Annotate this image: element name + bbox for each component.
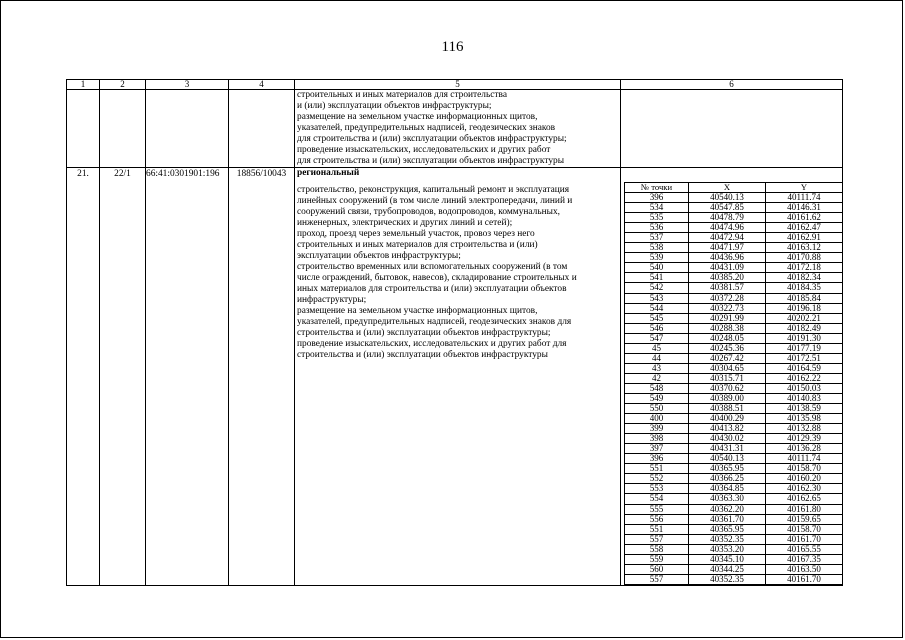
x-coordinate: 40366.25 [689, 474, 766, 484]
text-line: строительство, реконструкция, капитальный ремонт и эксплуатация [297, 185, 570, 195]
y-coordinate: 40196.18 [766, 303, 843, 313]
coordinate-row [625, 494, 843, 504]
y-coordinate: 40129.39 [766, 434, 843, 444]
x-coordinate: 40388.51 [689, 404, 766, 414]
x-coordinate: 40291.99 [689, 313, 766, 323]
point-number: 544 [625, 303, 689, 313]
x-coordinate: 40288.38 [689, 323, 766, 333]
empty-cell [229, 90, 295, 168]
point-number: 551 [625, 464, 689, 474]
x-coordinate: 40474.96 [689, 223, 766, 233]
point-number: 540 [625, 263, 689, 273]
coordinates-header-row [625, 183, 843, 193]
empty-cell [146, 90, 229, 168]
register-table [66, 79, 843, 586]
y-coordinate: 40162.47 [766, 223, 843, 233]
continuation-text [295, 90, 621, 168]
text-line: указателей, предупредительных надписей, геодезических знаков для [297, 317, 572, 327]
coordinate-row [625, 273, 843, 283]
coordinate-row [625, 203, 843, 213]
coordinate-row [625, 343, 843, 353]
text-line: инфраструктуры; [297, 295, 367, 305]
coordinate-row [625, 504, 843, 514]
point-number: 558 [625, 544, 689, 554]
text-line: линейных сооружений (в том числе линий электропередачи, линий и [297, 196, 573, 206]
text-line: проход, проезд через земельный участок, провоз через него [297, 229, 535, 239]
y-coordinate: 40160.20 [766, 474, 843, 484]
text-line: для строительства и (или) эксплуатации объектов инфраструктуры; [297, 134, 567, 144]
x-coordinate: 40365.95 [689, 524, 766, 534]
record-description [295, 168, 621, 586]
point-number: 559 [625, 554, 689, 564]
coordinate-row [625, 323, 843, 333]
coordinate-row [625, 574, 843, 584]
area-value: 18856/10043 [229, 168, 295, 586]
column-header: 2 [100, 80, 146, 90]
coordinates-cell [621, 168, 843, 586]
x-coordinate: 40385.20 [689, 273, 766, 283]
point-number: 397 [625, 444, 689, 454]
x-coordinate: 40400.29 [689, 414, 766, 424]
coordinate-row [625, 404, 843, 414]
x-header: X [689, 183, 766, 193]
y-coordinate: 40162.91 [766, 233, 843, 243]
coordinates-body [625, 193, 843, 585]
point-number: 399 [625, 424, 689, 434]
y-coordinate: 40184.35 [766, 283, 843, 293]
coordinate-row [625, 444, 843, 454]
x-coordinate: 40547.85 [689, 203, 766, 213]
coordinate-row [625, 434, 843, 444]
point-number: 541 [625, 273, 689, 283]
x-coordinate: 40413.82 [689, 424, 766, 434]
x-coordinate: 40431.31 [689, 444, 766, 454]
y-coordinate: 40163.12 [766, 243, 843, 253]
y-coordinate: 40182.34 [766, 273, 843, 283]
x-coordinate: 40361.70 [689, 514, 766, 524]
point-number: 396 [625, 454, 689, 464]
y-coordinate: 40158.70 [766, 464, 843, 474]
text-line: проведение изыскательских, исследовательских и других работ [297, 145, 551, 155]
cadastral-number: 66:41:0301901:196 [146, 168, 229, 586]
y-coordinate: 40162.22 [766, 373, 843, 383]
y-coordinate: 40146.31 [766, 203, 843, 213]
point-number: 536 [625, 223, 689, 233]
text-line: строительных и иных материалов для строительства [297, 90, 507, 100]
point-number: 552 [625, 474, 689, 484]
y-header: Y [766, 183, 843, 193]
empty-cell [67, 90, 100, 168]
point-number-header: № точки [625, 183, 689, 193]
coordinate-row [625, 213, 843, 223]
y-coordinate: 40162.65 [766, 494, 843, 504]
point-number: 557 [625, 574, 689, 584]
point-number: 555 [625, 504, 689, 514]
coordinate-row [625, 373, 843, 383]
coordinate-row [625, 233, 843, 243]
coordinate-row [625, 544, 843, 554]
y-coordinate: 40161.70 [766, 574, 843, 584]
column-header: 5 [295, 80, 621, 90]
column-header: 1 [67, 80, 100, 90]
x-coordinate: 40370.62 [689, 383, 766, 393]
column-header-row [67, 80, 843, 90]
text-line: сооружений связи, трубопроводов, водопроводов, коммунальных, [297, 207, 560, 217]
x-coordinate: 40471.97 [689, 243, 766, 253]
coordinate-row [625, 464, 843, 474]
text-line: инженерных, электрических и других линий и сетей); [297, 218, 513, 228]
y-coordinate: 40161.70 [766, 534, 843, 544]
point-number: 535 [625, 213, 689, 223]
y-coordinate: 40138.59 [766, 404, 843, 414]
continuation-row [67, 90, 843, 168]
y-coordinate: 40202.21 [766, 313, 843, 323]
y-coordinate: 40161.62 [766, 213, 843, 223]
x-coordinate: 40381.57 [689, 283, 766, 293]
x-coordinate: 40540.13 [689, 193, 766, 203]
y-coordinate: 40163.50 [766, 564, 843, 574]
y-coordinate: 40172.18 [766, 263, 843, 273]
record-item: 22/1 [100, 168, 146, 586]
x-coordinate: 40315.71 [689, 373, 766, 383]
y-coordinate: 40172.51 [766, 353, 843, 363]
x-coordinate: 40363.30 [689, 494, 766, 504]
point-number: 539 [625, 253, 689, 263]
column-header: 4 [229, 80, 295, 90]
point-number: 537 [625, 233, 689, 243]
coordinate-row [625, 454, 843, 464]
point-number: 548 [625, 383, 689, 393]
text-line: эксплуатации объектов инфраструктуры; [297, 251, 461, 261]
category-label: региональный [297, 168, 360, 178]
x-coordinate: 40353.20 [689, 544, 766, 554]
coordinate-row [625, 283, 843, 293]
text-line: строительства и (или) эксплуатации объектов инфраструктуры; [297, 328, 551, 338]
coordinate-row [625, 554, 843, 564]
coordinate-row [625, 414, 843, 424]
point-number: 550 [625, 404, 689, 414]
x-coordinate: 40352.35 [689, 534, 766, 544]
x-coordinate: 40245.36 [689, 343, 766, 353]
x-coordinate: 40364.85 [689, 484, 766, 494]
x-coordinate: 40352.35 [689, 574, 766, 584]
x-coordinate: 40436.96 [689, 253, 766, 263]
y-coordinate: 40111.74 [766, 454, 843, 464]
coordinate-row [625, 263, 843, 273]
y-coordinate: 40185.84 [766, 293, 843, 303]
coordinate-row [625, 313, 843, 323]
y-coordinate: 40191.30 [766, 333, 843, 343]
y-coordinate: 40159.65 [766, 514, 843, 524]
y-coordinate: 40135.98 [766, 414, 843, 424]
y-coordinate: 40170.88 [766, 253, 843, 263]
coordinate-row [625, 333, 843, 343]
y-coordinate: 40140.83 [766, 393, 843, 403]
point-number: 551 [625, 524, 689, 534]
y-coordinate: 40177.19 [766, 343, 843, 353]
y-coordinate: 40182.49 [766, 323, 843, 333]
point-number: 534 [625, 203, 689, 213]
coordinate-row [625, 484, 843, 494]
point-number: 547 [625, 333, 689, 343]
y-coordinate: 40167.35 [766, 554, 843, 564]
coordinate-row [625, 393, 843, 403]
text-line: строительных и иных материалов для строительства и (или) [297, 240, 538, 250]
coordinate-row [625, 514, 843, 524]
x-coordinate: 40362.20 [689, 504, 766, 514]
x-coordinate: 40304.65 [689, 363, 766, 373]
point-number: 557 [625, 534, 689, 544]
coordinate-row [625, 293, 843, 303]
x-coordinate: 40478.79 [689, 213, 766, 223]
point-number: 549 [625, 393, 689, 403]
x-coordinate: 40365.95 [689, 464, 766, 474]
record-row [67, 168, 843, 586]
x-coordinate: 40431.09 [689, 263, 766, 273]
point-number: 398 [625, 434, 689, 444]
empty-cell [100, 90, 146, 168]
point-number: 543 [625, 293, 689, 303]
y-coordinate: 40164.59 [766, 363, 843, 373]
x-coordinate: 40540.13 [689, 454, 766, 464]
page-number: 116 [441, 39, 464, 55]
x-coordinate: 40248.05 [689, 333, 766, 343]
point-number: 42 [625, 373, 689, 383]
x-coordinate: 40472.94 [689, 233, 766, 243]
text-line: строительства и (или) эксплуатации объектов инфраструктуры [297, 350, 548, 360]
point-number: 556 [625, 514, 689, 524]
column-header: 3 [146, 80, 229, 90]
text-line: и (или) эксплуатации объектов инфраструктуры; [297, 101, 492, 111]
x-coordinate: 40344.25 [689, 564, 766, 574]
coordinate-row [625, 383, 843, 393]
coordinate-row [625, 253, 843, 263]
coordinate-row [625, 363, 843, 373]
x-coordinate: 40372.28 [689, 293, 766, 303]
coordinate-row [625, 193, 843, 203]
column-header: 6 [621, 80, 843, 90]
point-number: 396 [625, 193, 689, 203]
coordinate-row [625, 534, 843, 544]
coordinate-row [625, 524, 843, 534]
point-number: 43 [625, 363, 689, 373]
y-coordinate: 40161.80 [766, 504, 843, 514]
coordinate-row [625, 243, 843, 253]
y-coordinate: 40150.03 [766, 383, 843, 393]
text-line: размещение на земельном участке информационных щитов, [297, 112, 538, 122]
y-coordinate: 40111.74 [766, 193, 843, 203]
coordinate-row [625, 223, 843, 233]
y-coordinate: 40162.30 [766, 484, 843, 494]
record-number: 21. [67, 168, 100, 586]
coordinate-row [625, 353, 843, 363]
text-line: проведение изыскательских, исследовательских и других работ для [297, 339, 567, 349]
empty-cell [621, 90, 843, 168]
text-line: числе ограждений, бытовок, навесов), складирование строительных и [297, 273, 577, 283]
point-number: 560 [625, 564, 689, 574]
text-line: иных материалов для строительства и (или) эксплуатации объектов [297, 284, 567, 294]
point-number: 545 [625, 313, 689, 323]
point-number: 554 [625, 494, 689, 504]
y-coordinate: 40158.70 [766, 524, 843, 534]
text-line: строительство временных или вспомогательных сооружений (в том [297, 262, 568, 272]
coordinate-row [625, 424, 843, 434]
y-coordinate: 40165.55 [766, 544, 843, 554]
x-coordinate: 40430.02 [689, 434, 766, 444]
coordinates-table [624, 182, 843, 585]
x-coordinate: 40322.73 [689, 303, 766, 313]
text-line: для строительства и (или) эксплуатации объектов инфраструктуры [297, 156, 565, 166]
y-coordinate: 40132.88 [766, 424, 843, 434]
point-number: 44 [625, 353, 689, 363]
y-coordinate: 40136.28 [766, 444, 843, 454]
point-number: 546 [625, 323, 689, 333]
point-number: 400 [625, 414, 689, 424]
point-number: 538 [625, 243, 689, 253]
x-coordinate: 40345.10 [689, 554, 766, 564]
point-number: 553 [625, 484, 689, 494]
x-coordinate: 40389.00 [689, 393, 766, 403]
coordinate-row [625, 303, 843, 313]
x-coordinate: 40267.42 [689, 353, 766, 363]
coordinate-row [625, 564, 843, 574]
text-line: размещение на земельном участке информационных щитов, [297, 306, 538, 316]
text-line: указателей, предупредительных надписей, геодезических знаков [297, 123, 556, 133]
point-number: 542 [625, 283, 689, 293]
coordinate-row [625, 474, 843, 484]
point-number: 45 [625, 343, 689, 353]
